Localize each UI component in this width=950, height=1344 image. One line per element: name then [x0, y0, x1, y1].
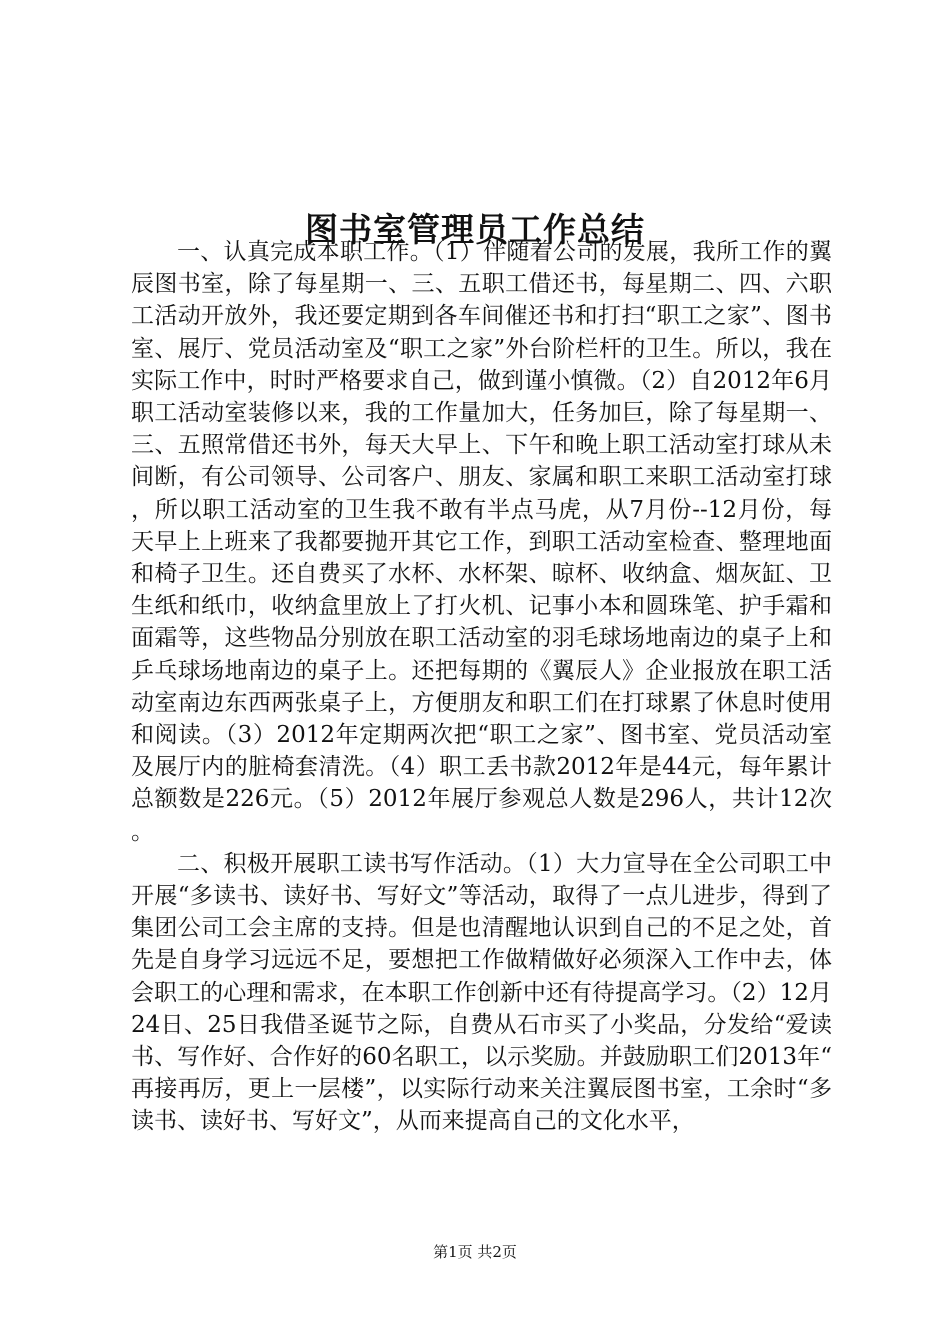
paragraph-1: 一、认真完成本职工作。（1）伴随着公司的发展，我所工作的翼辰图书室，除了每星期一、三、五职工借还书，每星期二、四、六职工活动开放外，我还要定期到各车间催还书和打扫“职工之家”、图书室、展厅、党员活动室及“职工之家”外台阶栏杆的卫生。所以，我在实际工作中，时时严格要求自己，做到谨小慎微。（2）自2012年6月职工活动室装修以来，我的工作量加大，任务加巨，除了每星期一、三、五照常借还书外，每天大早上、下午和晚上职工活动室打球从未间断，有公司领导、公司客户、朋友、家属和职工来职工活动室打球，所以职工活动室的卫生我不敢有半点马虎，从7月份--12月份，每天早上上班来了我都要抛开其它工作，到职工活动室检查、整理地面和椅子卫生。还自费买了水杯、水杯架、晾杯、收纳盒、烟灰缸、卫生纸和纸巾，收纳盒里放上了打火机、记事小本和圆珠笔、护手霜和面霜等，这些物品分别放在职工活动室的羽毛球场地南边的桌子上和乒乓球场地南边的桌子上。还把每期的《翼辰人》企业报放在职工活动室南边东西两张桌子上，方便朋友和职工们在打球累了休息时使用和阅读。（3）2012年定期两次把“职工之家”、图书室、党员活动室及展厅内的脏椅套清洗。（4）职工丢书款2012年是44元，每年累计总额数是226元。（5）2012年展厅参观总人数是296人，共计12次。	[131, 239, 832, 845]
document-body	[131, 236, 832, 1138]
paragraph-2: 二、积极开展职工读书写作活动。（1）大力宣导在全公司职工中开展“多读书、读好书、写好文”等活动，取得了一点儿进步，得到了集团公司工会主席的支持。但是也清醒地认识到自己的不足之处，首先是自身学习远远不足，要想把工作做精做好必须深入工作中去，体会职工的心理和需求，在本职工作创新中还有待提高学习。（2）12月24日、25日我借圣诞节之际，自费从石市买了小奖品，分发给“爱读书、写作好、合作好的60名职工，以示奖励。并鼓励职工们2013年“再接再厉，更上一层楼”，以实际行动来关注翼辰图书室，工余时“多读书、读好书、写好文”，从而来提高自己的文化水平，	[131, 850, 832, 1135]
page-footer: 第1页 共2页	[433, 1243, 517, 1261]
document-title: 图书室管理员工作总结	[305, 210, 645, 250]
